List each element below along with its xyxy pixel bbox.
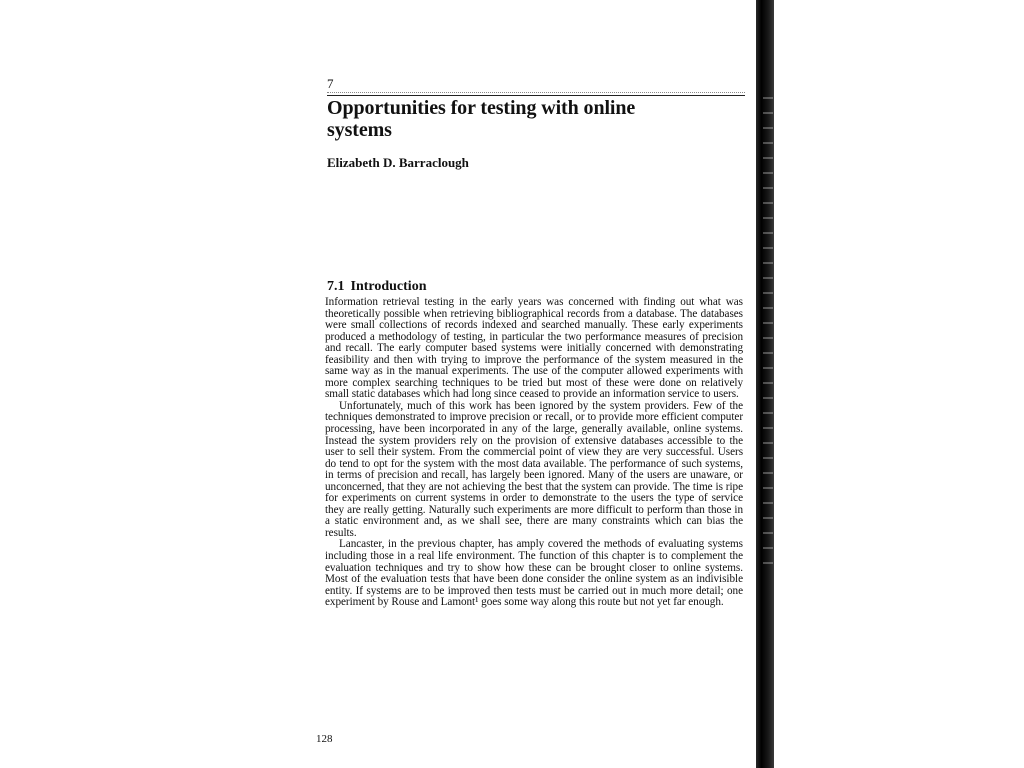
chapter-rule [327, 95, 745, 96]
paragraph: Information retrieval testing in the early years was concerned with finding out what was theoretically possible when retrieving bibliographical records from a database. The databases were small collections of records indexed and searched manually. These early experiments produced a methodology of testing, in particular the two performance measures of precision and recall. The early computer based systems were initially concerned with demonstrating feasibility and then with trying to improve the performance of the system measured in the same way as in the manual experiments. The use of the computer allowed experiments with more complex searching techniques to be tried but most of these were done on relatively small static databases which had long since ceased to provide an information service to users. [325, 296, 743, 401]
chapter-title [327, 97, 747, 141]
binding-edge-texture [763, 90, 773, 570]
page-number: 128 [316, 733, 333, 745]
body-text [325, 297, 743, 609]
section-heading [327, 278, 426, 295]
section-number: 7.1 [327, 279, 345, 294]
chapter-rule-dotted [327, 92, 745, 93]
chapter-number: 7 [327, 76, 334, 91]
author-name: Elizabeth D. Barraclough [327, 155, 469, 170]
section-title: Introduction [350, 279, 427, 294]
paragraph: Unfortunately, much of this work has been ignored by the system providers. Few of the techniques demonstrated to improve precision or recall, or to provide more efficient computer processing, have been incorporated in any of the large, generally available, online systems. Instead the system providers rely on the provision of extensive databases accessible to the user to sell their system. From the commercial point of view they are very successful. Users do tend to opt for the system with the most data available. The performance of such systems, in terms of precision and recall, has largely been ignored. Many of the users are unaware, or unconcerned, that they are not achieving the best that the system can provide. The time is ripe for experiments on current systems in order to demonstrate to the users the type of service they are really getting. Naturally such experiments are more difficult to perform than those in a static environment and, as we shall see, there are many constraints which can bias the results. [325, 399, 743, 539]
chapter-title-line2: systems [327, 119, 392, 141]
chapter-title-line1: Opportunities for testing with online [327, 97, 636, 119]
paragraph: Lancaster, in the previous chapter, has amply covered the methods of evaluating systems including those in a real life environment. The function of this chapter is to complement the evaluation techniques and try to show how these can be brought closer to online systems. Most of the evaluation tests that have been done consider the online system as an indivisible entity. If systems are to be improved then tests must be carried out in much more detail; one experiment by Rouse and Lamont¹ goes some way along this route but not yet far enough. [325, 538, 743, 609]
